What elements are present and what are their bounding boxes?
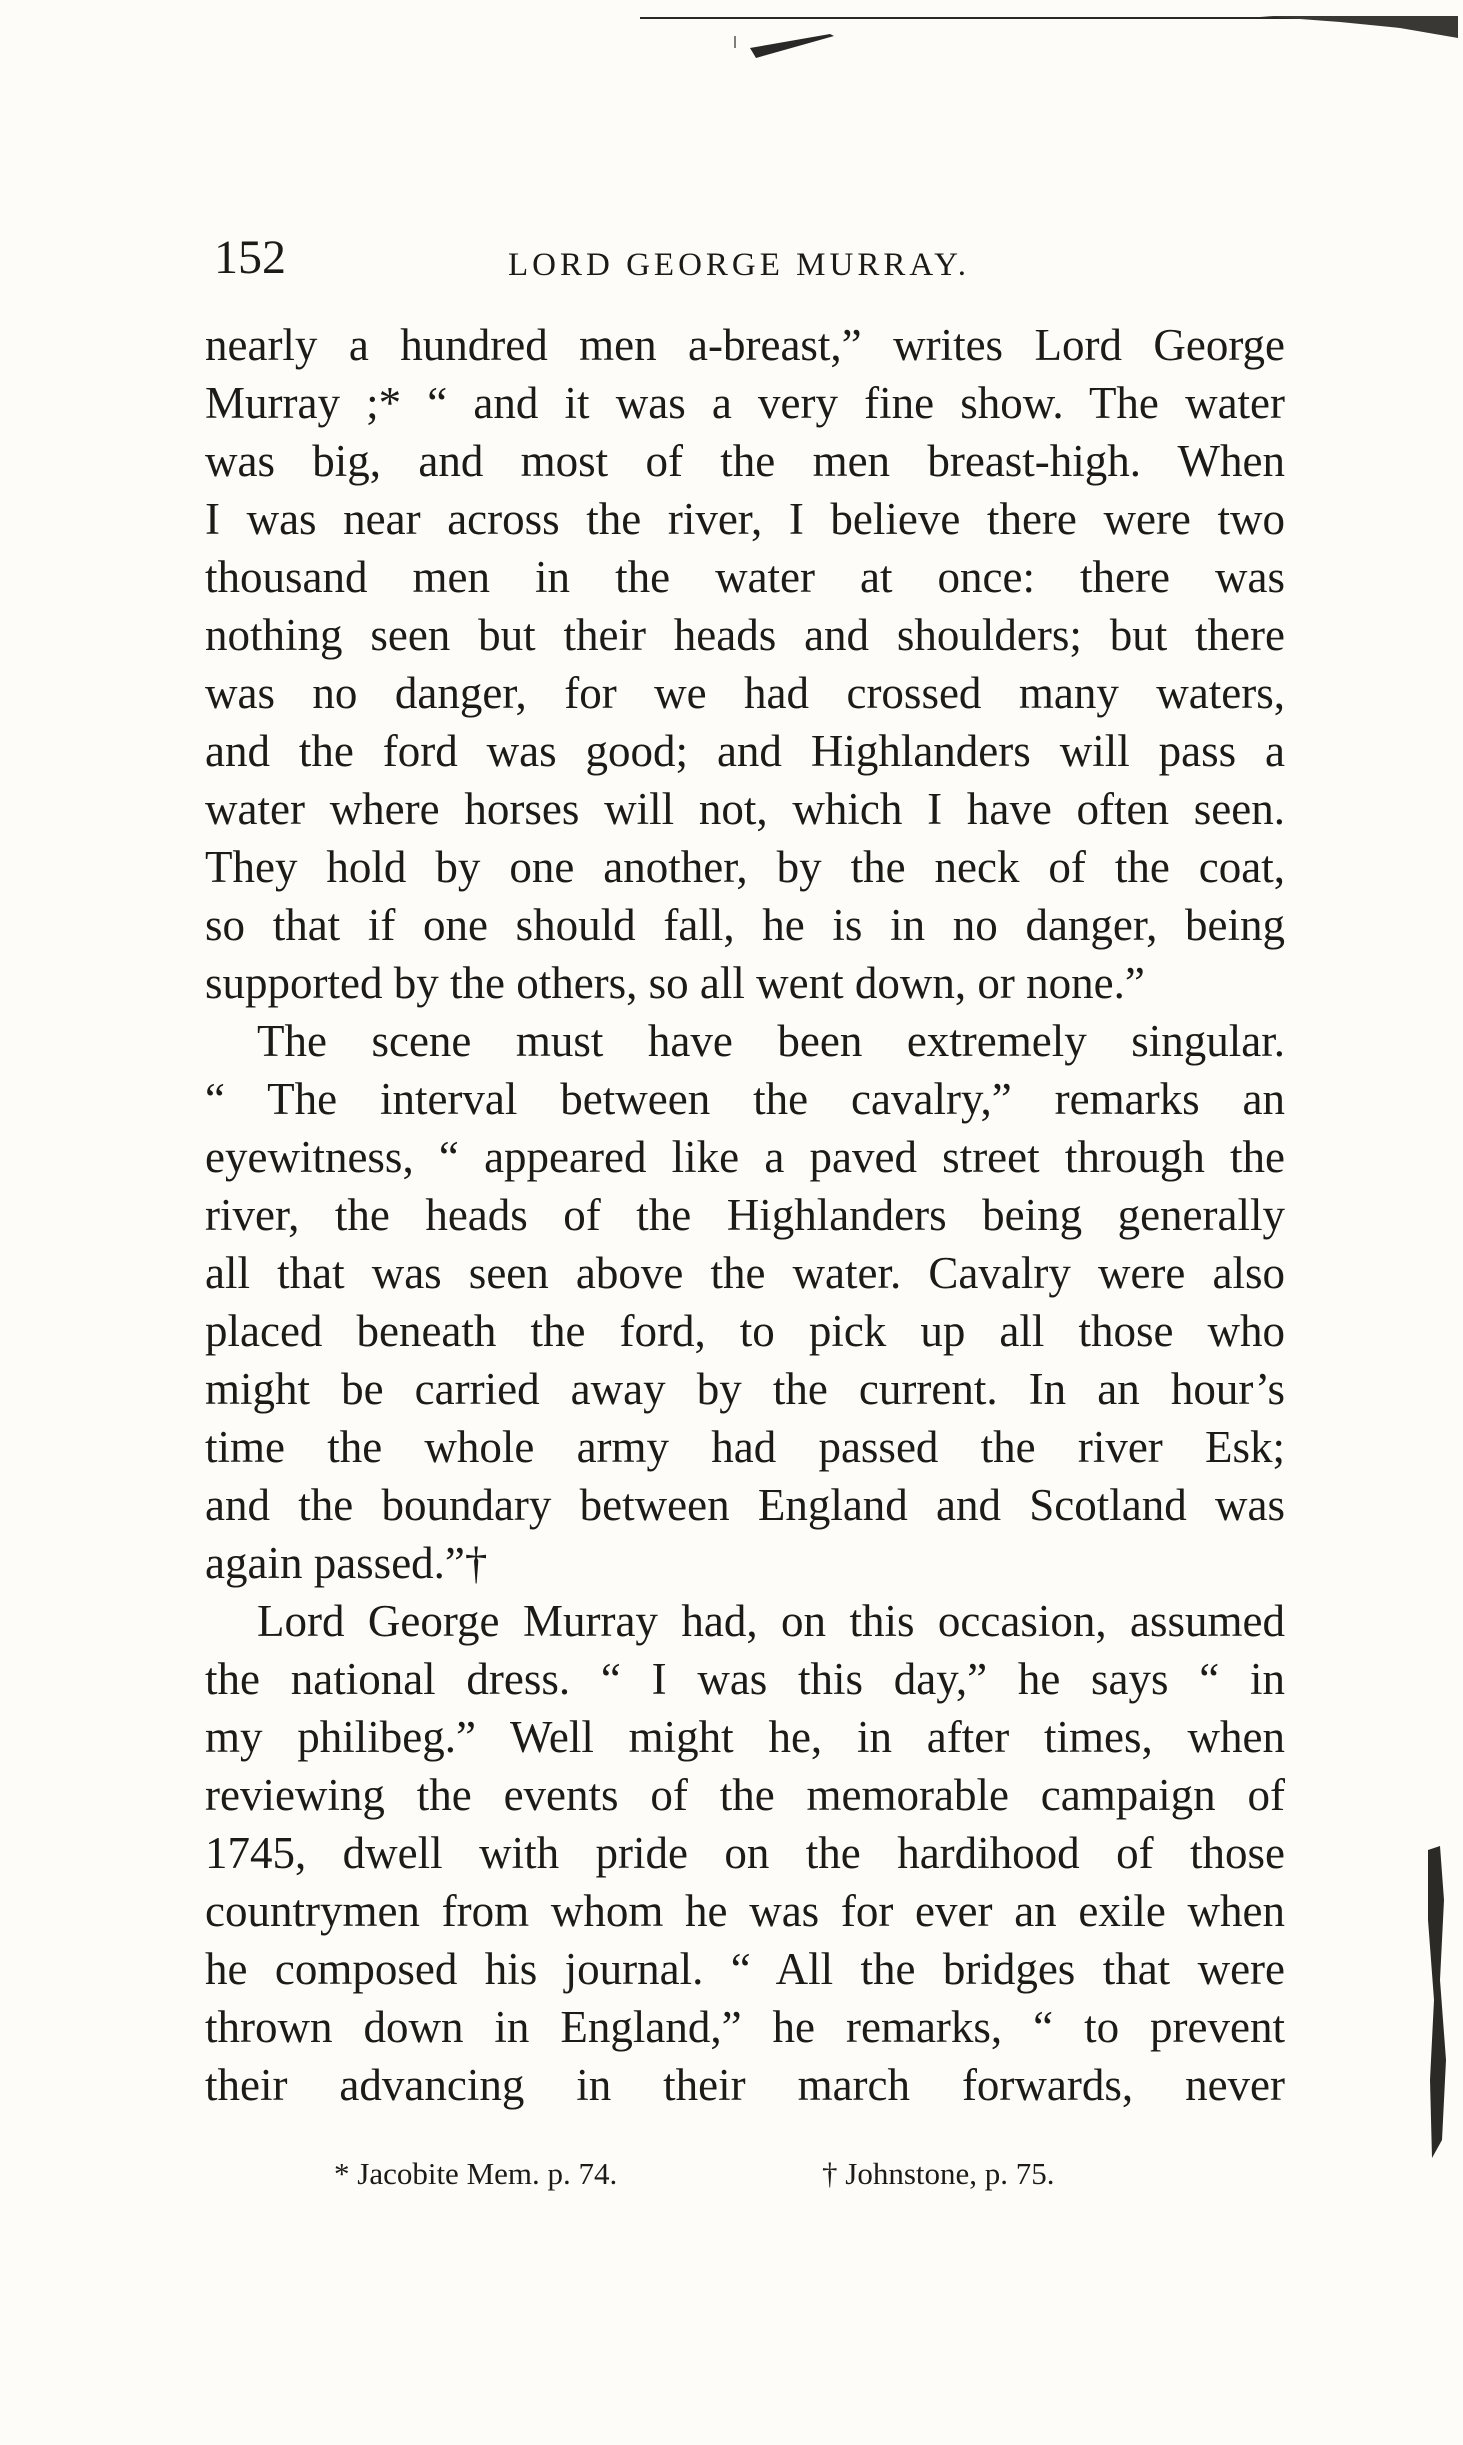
text-line: eyewitness, “ appeared like a paved street through the [205, 1132, 1285, 1182]
text-line: The scene must have been extremely singular. [257, 1016, 1285, 1066]
body-text [205, 316, 1285, 2114]
text-line: thousand men in the water at once: there was [205, 552, 1285, 602]
text-line: reviewing the events of the memorable campaign of [205, 1770, 1285, 1820]
text-line: was no danger, for we had crossed many waters, [205, 668, 1285, 718]
text-line: Murray ;* “ and it was a very fine show. The water [205, 378, 1285, 428]
paragraph-1 [205, 316, 1285, 1012]
text-line: was big, and most of the men breast-high. When [205, 436, 1285, 486]
text-line: time the whole army had passed the river Esk; [205, 1422, 1285, 1472]
text-line: their advancing in their march forwards, never [205, 2060, 1285, 2110]
text-line: my philibeg.” Well might he, in after times, when [205, 1712, 1285, 1762]
text-line: the national dress. “ I was this day,” he says “ in [205, 1654, 1285, 1704]
text-line: countrymen from whom he was for ever an exile when [205, 1886, 1285, 1936]
text-line: thrown down in England,” he remarks, “ to prevent [205, 2002, 1285, 2052]
text-line: again passed.”† [205, 1538, 488, 1588]
text-line: placed beneath the ford, to pick up all those who [205, 1306, 1285, 1356]
running-head: LORD GEORGE MURRAY. [508, 247, 970, 283]
scan-artifact-top [640, 14, 1460, 60]
text-line: nearly a hundred men a-breast,” writes Lord George [205, 320, 1285, 370]
text-line: he composed his journal. “ All the bridges that were [205, 1944, 1285, 1994]
text-line: so that if one should fall, he is in no danger, being [205, 900, 1285, 950]
text-line: “ The interval between the cavalry,” remarks an [205, 1074, 1285, 1124]
paragraph-3 [205, 1592, 1285, 2114]
text-line: They hold by one another, by the neck of the coat, [205, 842, 1285, 892]
footnote-johnstone: † Johnstone, p. 75. [822, 2156, 1055, 2191]
text-line: Lord George Murray had, on this occasion, assumed [257, 1596, 1285, 1646]
text-line: I was near across the river, I believe there were two [205, 494, 1285, 544]
footnotes [334, 2152, 1134, 2202]
text-line: all that was seen above the water. Cavalry were also [205, 1248, 1285, 1298]
page-header [214, 228, 1274, 298]
page-number: 152 [214, 231, 286, 284]
text-line: supported by the others, so all went down, or none.” [205, 958, 1145, 1008]
text-line: might be carried away by the current. In an hour’s [205, 1364, 1285, 1414]
text-line: 1745, dwell with pride on the hardihood of those [205, 1828, 1285, 1878]
text-line: and the ford was good; and Highlanders will pass a [205, 726, 1285, 776]
paragraph-2 [205, 1012, 1285, 1592]
scan-artifact-right-edge [1410, 1840, 1460, 2160]
footnote-jacobite-memoirs: * Jacobite Mem. p. 74. [334, 2156, 618, 2191]
text-line: and the boundary between England and Scotland was [205, 1480, 1285, 1530]
text-line: water where horses will not, which I have often seen. [205, 784, 1285, 834]
text-line: river, the heads of the Highlanders being generally [205, 1190, 1285, 1240]
text-line: nothing seen but their heads and shoulders; but there [205, 610, 1285, 660]
